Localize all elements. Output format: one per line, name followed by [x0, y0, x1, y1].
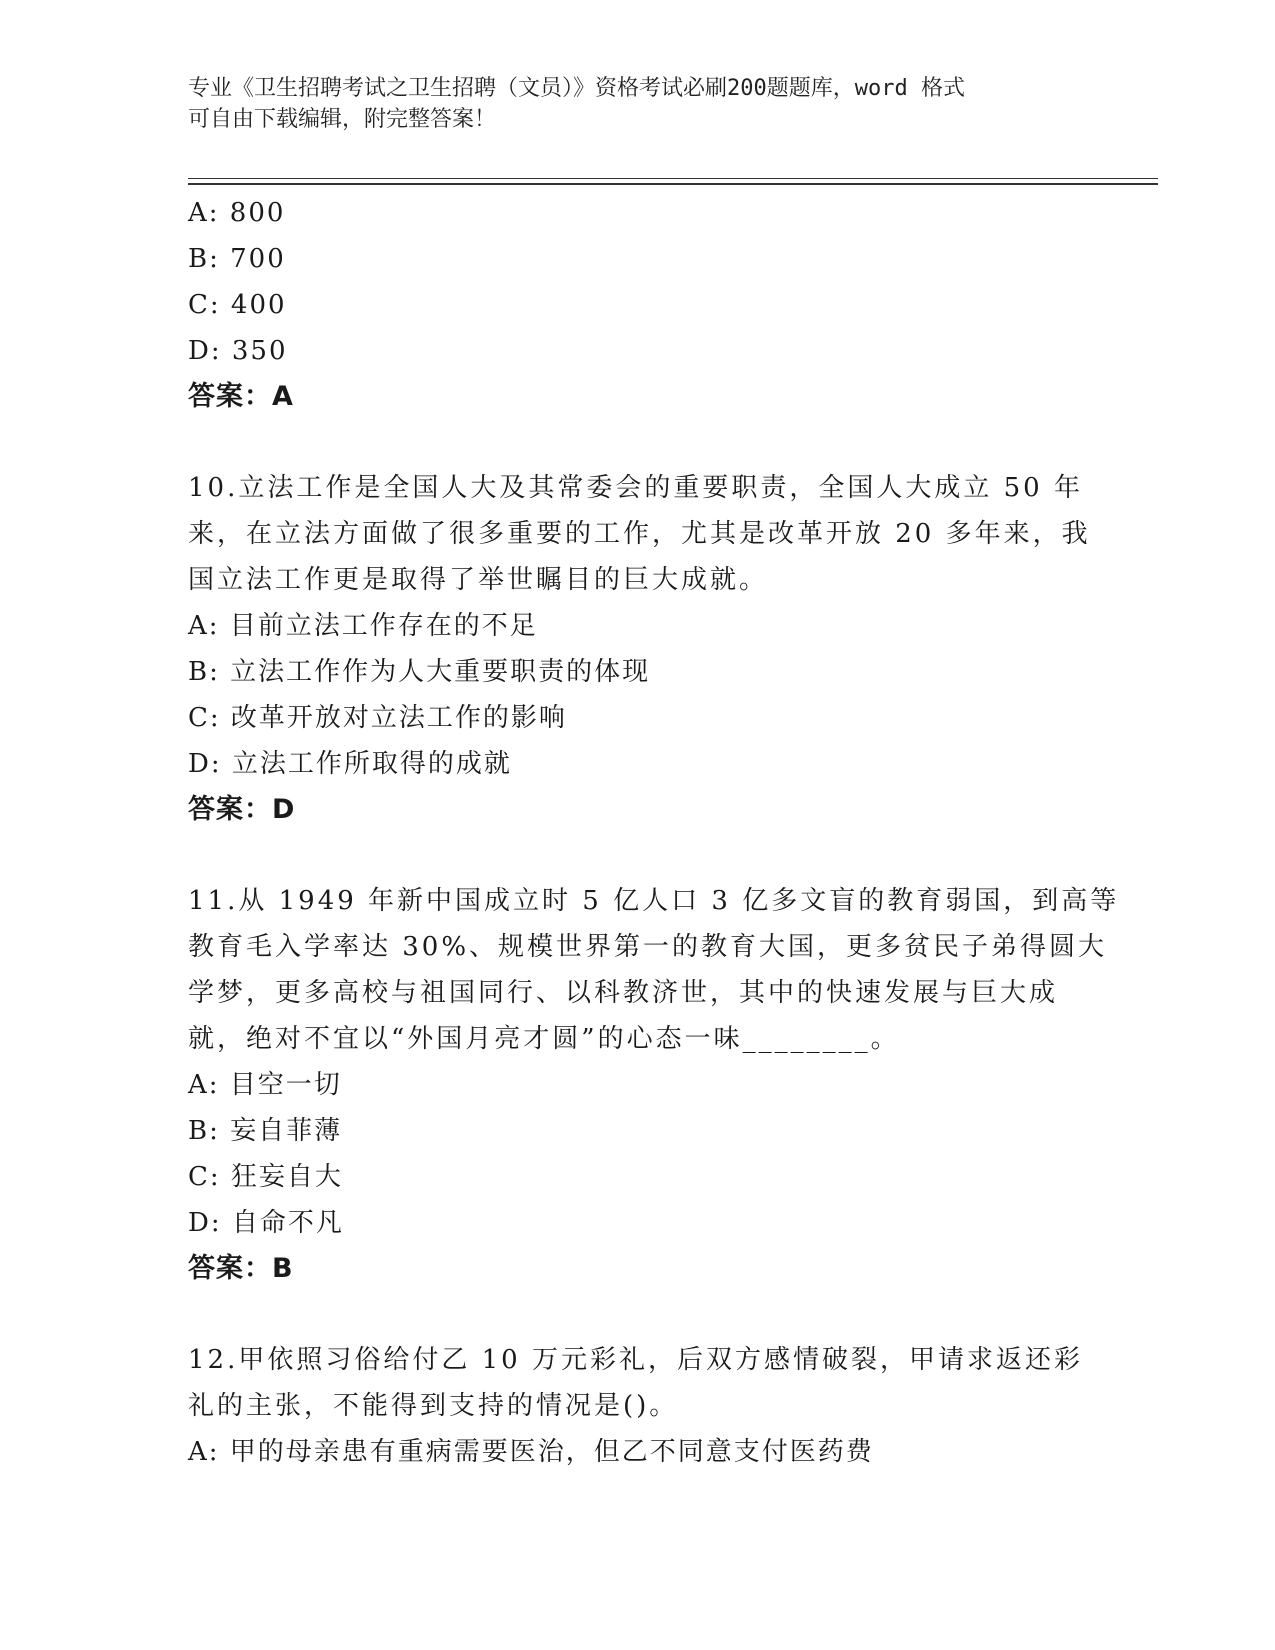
option-a: A: 800	[188, 198, 286, 228]
option-b: B: 立法工作作为人大重要职责的体现	[188, 657, 651, 687]
option-d: D: 350	[188, 336, 288, 366]
stem-line: 11.从 1949 年新中国成立时 5 亿人口 3 亿多文盲的教育弱国，到高等	[188, 886, 1120, 916]
stem-line: 来，在立法方面做了很多重要的工作，尤其是改革开放 20 多年来，我	[188, 519, 1091, 549]
answer-line: 答案：A	[188, 381, 294, 412]
question-10	[188, 465, 1091, 833]
question-stem	[188, 878, 1120, 1062]
option-b: B: 妄自菲薄	[188, 1116, 343, 1146]
answer-line: 答案：D	[188, 794, 296, 825]
question-11	[188, 878, 1120, 1292]
header-divider-thin	[188, 178, 1158, 179]
stem-line: 12.甲依照习俗给付乙 10 万元彩礼，后双方感情破裂，甲请求返还彩	[188, 1345, 1083, 1375]
header-line-1: 专业《卫生招聘考试之卫生招聘（文员）》资格考试必刷200题题库，word 格式	[188, 76, 965, 101]
option-a: A: 目前立法工作存在的不足	[188, 611, 538, 641]
stem-line: 10.立法工作是全国人大及其常委会的重要职责，全国人大成立 50 年	[188, 473, 1083, 503]
stem-line: 就，绝对不宜以“外国月亮才圆”的心态一味________。	[188, 1024, 900, 1054]
question-list	[188, 190, 1120, 1475]
header-line-2: 可自由下载编辑，附完整答案！	[188, 107, 497, 132]
option-d: D: 立法工作所取得的成就	[188, 749, 512, 779]
question-9	[188, 190, 1088, 420]
stem-line: 教育毛入学率达 30%、规模世界第一的教育大国，更多贫民子弟得圆大	[188, 932, 1108, 962]
stem-line: 学梦，更多高校与祖国同行、以科教济世，其中的快速发展与巨大成	[188, 978, 1059, 1008]
option-d: D: 自命不凡	[188, 1208, 344, 1238]
stem-line: 礼的主张，不能得到支持的情况是()。	[188, 1391, 679, 1421]
header-divider-thick	[188, 183, 1158, 185]
option-a: A: 目空一切	[188, 1070, 342, 1100]
question-12	[188, 1337, 1088, 1475]
option-b: B: 700	[188, 244, 286, 274]
question-stem	[188, 1337, 1088, 1429]
answer-line: 答案：B	[188, 1253, 294, 1284]
option-c: C: 改革开放对立法工作的影响	[188, 703, 567, 733]
document-header	[188, 73, 1068, 135]
option-c: C: 狂妄自大	[188, 1162, 343, 1192]
option-a: A: 甲的母亲患有重病需要医治，但乙不同意支付医药费	[188, 1437, 874, 1467]
option-c: C: 400	[188, 290, 287, 320]
stem-line: 国立法工作更是取得了举世瞩目的巨大成就。	[188, 565, 769, 595]
question-stem	[188, 465, 1091, 603]
